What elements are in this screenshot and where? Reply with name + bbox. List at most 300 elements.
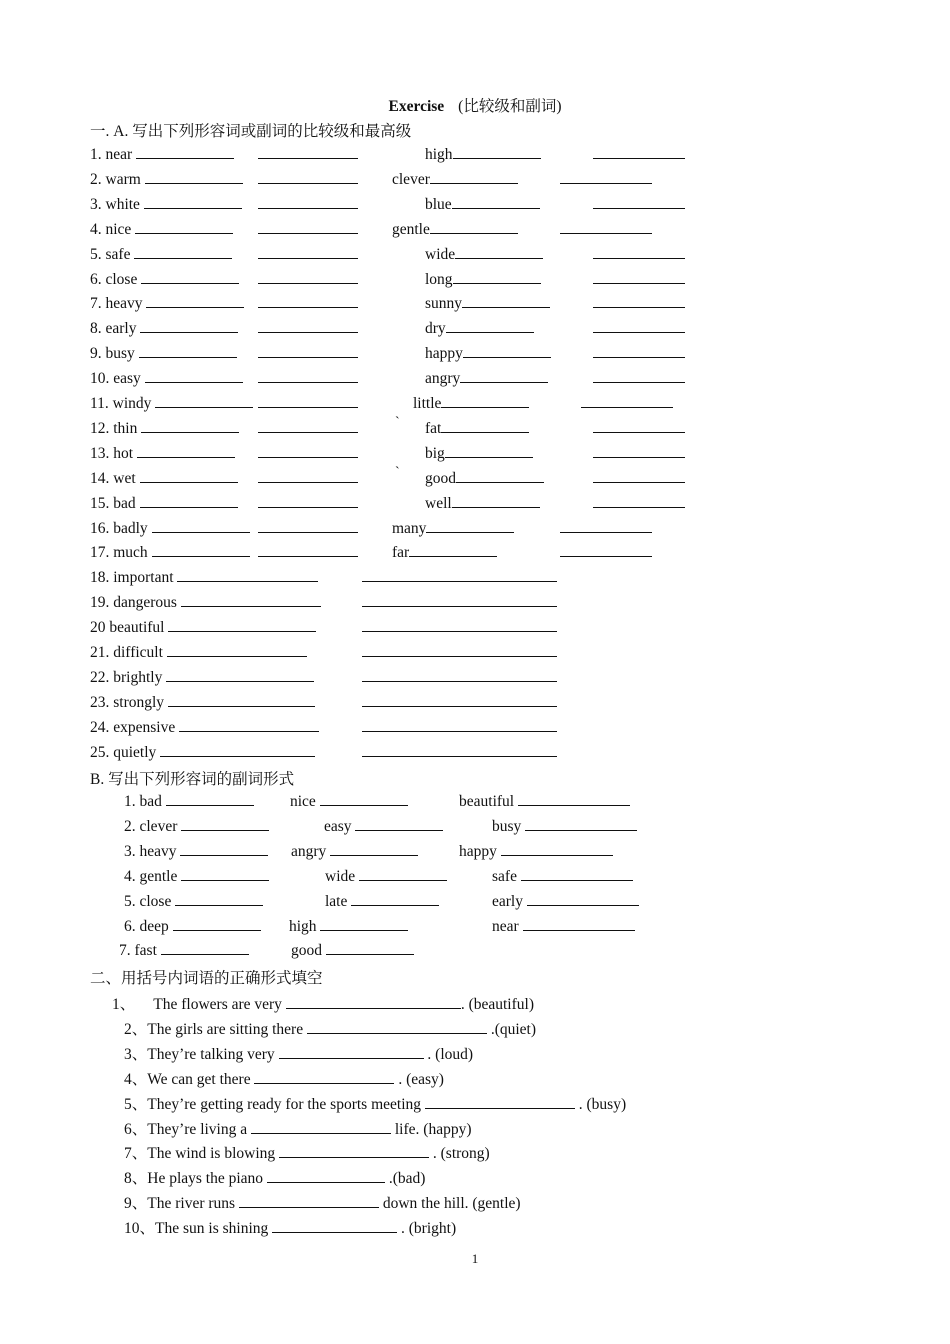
answer-blank[interactable] [593,145,685,159]
answer-blank[interactable] [144,195,242,209]
answer-blank[interactable] [593,270,685,284]
item-text-before: The sun is shining [155,1220,269,1238]
answer-blank[interactable] [456,469,544,483]
exercise-row [90,344,730,366]
answer-blank[interactable] [525,817,637,831]
answer-blank[interactable] [140,319,238,333]
answer-blank[interactable] [166,792,254,806]
section1-heading: 一. A. 写出下列形容词或副词的比较级和最高级 [90,123,412,140]
adjective-word: 1. bad [124,793,162,810]
stray-mark: ` [395,414,400,430]
adjective-word: happy [459,842,497,860]
answer-blank[interactable] [258,270,358,284]
right-superlative-blank-cell [560,519,652,538]
page-title [0,94,950,116]
exercise-row [90,245,730,267]
adverb-item [325,867,447,886]
answer-blank[interactable] [258,444,358,458]
fill-in-item [124,1166,744,1188]
answer-blank[interactable] [179,718,319,732]
item-text-after: . (strong) [429,1145,490,1163]
left-word: 20 beautiful [90,618,316,637]
item-number: 10、 [124,1220,156,1238]
superlative-blank-cell [258,319,358,338]
answer-blank[interactable] [523,917,635,931]
left-word: 25. quietly [90,743,315,762]
superlative-blank-cell [258,519,358,538]
answer-blank[interactable] [258,195,358,209]
answer-blank[interactable] [593,369,685,383]
superlative-blank-cell [258,245,358,264]
answer-blank[interactable] [258,369,358,383]
answer-blank[interactable] [161,941,249,955]
left-word: 21. difficult [90,643,307,662]
superlative-blank-cell [362,668,557,687]
answer-blank[interactable] [168,693,315,707]
exercise-row [90,519,730,541]
item-number: 9、 [124,1195,148,1213]
right-word [425,469,544,488]
right-superlative-blank-cell [593,444,685,463]
exercise-row [90,394,730,416]
right-word-text: clever [392,170,430,188]
right-word-text: fat [425,419,442,437]
right-word-text: many [392,519,427,537]
answer-blank[interactable] [452,195,540,209]
answer-blank[interactable] [430,170,518,184]
right-word-text: little [413,395,442,412]
item-number: 4、 [124,1070,148,1088]
superlative-blank-cell [258,469,358,488]
answer-blank[interactable] [258,145,358,159]
answer-blank[interactable] [258,494,358,508]
adjective-word: wide [325,867,356,885]
superlative-blank-cell [362,643,557,662]
left-word: 11. windy [90,394,253,413]
answer-blank[interactable] [409,543,497,557]
right-word [425,294,550,313]
right-word [392,220,518,239]
adverb-item [124,892,263,911]
item-number: 7、 [124,1145,148,1163]
item-number: 2、 [124,1020,148,1038]
item-number: 3、 [124,1045,148,1063]
adjective-word: 5. close [124,892,172,910]
answer-blank[interactable] [362,743,557,757]
right-superlative-blank-cell [593,270,685,289]
right-word [425,245,543,264]
answer-blank[interactable] [258,245,358,259]
exercise-row [90,170,730,192]
adverb-item [124,867,269,886]
answer-blank[interactable] [355,817,443,831]
answer-blank[interactable] [581,394,673,408]
answer-blank[interactable] [362,593,557,607]
left-word: 23. strongly [90,693,315,712]
adjective-word: safe [492,867,517,885]
answer-blank[interactable] [593,245,685,259]
fill-in-item [124,1092,744,1114]
answer-blank[interactable] [145,170,243,184]
right-superlative-blank-cell [593,294,685,313]
right-word-text: sunny [425,295,463,313]
item-number: 8、 [124,1170,148,1188]
left-word: 18. important [90,568,318,587]
item-text-before: We can get there [147,1070,251,1088]
left-word: 8. early [90,319,238,338]
exercise-row [90,145,730,167]
answer-blank[interactable] [279,1144,429,1158]
answer-blank[interactable] [501,842,613,856]
answer-blank[interactable] [362,693,557,707]
left-word: 5. safe [90,245,232,264]
answer-blank[interactable] [251,1120,391,1134]
adverb-row [0,917,700,939]
superlative-blank-cell [258,195,358,214]
adverb-row [0,867,700,889]
answer-blank[interactable] [141,270,239,284]
answer-blank[interactable] [460,369,548,383]
answer-blank[interactable] [362,568,557,582]
right-word [425,270,541,289]
superlative-blank-cell [258,270,358,289]
answer-blank[interactable] [139,344,237,358]
adverb-item [124,817,269,836]
fill-in-item [124,1216,744,1238]
answer-blank[interactable] [593,344,685,358]
item-text-before: They’re getting ready for the sports meeting [147,1095,422,1113]
adverb-item [291,842,418,861]
answer-blank[interactable] [320,792,408,806]
left-word: 7. heavy [90,294,244,313]
answer-blank[interactable] [258,319,358,333]
left-word: 19. dangerous [90,593,321,612]
answer-blank[interactable] [166,668,313,682]
left-word: 12. thin [90,419,239,438]
right-word-text: happy [425,345,463,363]
answer-blank[interactable] [362,643,557,657]
answer-blank[interactable] [286,995,461,1009]
answer-blank[interactable] [430,220,518,234]
answer-blank[interactable] [181,867,269,881]
answer-blank[interactable] [258,170,358,184]
answer-blank[interactable] [362,618,557,632]
answer-blank[interactable] [134,245,232,259]
answer-blank[interactable] [181,817,269,831]
answer-blank[interactable] [180,842,268,856]
answer-blank[interactable] [359,867,447,881]
answer-blank[interactable] [593,195,685,209]
answer-blank[interactable] [453,145,541,159]
answer-blank[interactable] [362,718,557,732]
item-number: 5、 [124,1095,148,1113]
answer-blank[interactable] [177,568,317,582]
adjective-word: beautiful [459,793,515,810]
answer-blank[interactable] [593,469,685,483]
answer-blank[interactable] [141,419,239,433]
item-number: 6、 [124,1120,148,1138]
adjective-word: angry [291,842,327,860]
superlative-blank-cell [362,743,557,762]
answer-blank[interactable] [168,618,315,632]
answer-blank[interactable] [527,892,639,906]
exercise-row [90,270,730,292]
right-word-text: far [392,544,410,562]
answer-blank[interactable] [167,643,307,657]
adverb-item [459,792,630,811]
left-word: 13. hot [90,444,235,463]
right-word [425,195,540,214]
superlative-blank-cell [258,220,358,239]
answer-blank[interactable] [155,394,253,408]
answer-blank[interactable] [267,1169,385,1183]
superlative-blank-cell [362,568,557,587]
exercise-row [90,319,730,341]
superlative-blank-cell [258,444,358,463]
answer-blank[interactable] [441,394,529,408]
answer-blank[interactable] [140,469,238,483]
adjective-word: 6. deep [124,917,169,935]
right-word [425,419,529,438]
answer-blank[interactable] [258,394,358,408]
answer-blank[interactable] [258,220,358,234]
answer-blank[interactable] [453,270,541,284]
item-text-before: He plays the piano [147,1170,264,1188]
adjective-word: easy [324,817,352,835]
right-word-text: well [425,494,452,512]
right-word-text: blue [425,195,452,213]
right-word-text: wide [425,245,456,263]
answer-blank[interactable] [593,319,685,333]
answer-blank[interactable] [254,1070,394,1084]
answer-blank[interactable] [521,867,633,881]
exercise-row [90,444,730,466]
item-text-after: . (beautiful) [460,996,534,1013]
answer-blank[interactable] [173,917,261,931]
left-word: 15. bad [90,494,238,513]
adjective-word: 3. heavy [124,842,177,860]
answer-blank[interactable] [560,519,652,533]
adverb-item [492,892,639,911]
right-superlative-blank-cell [593,419,685,438]
item-text-before: The wind is blowing [147,1145,276,1163]
answer-blank[interactable] [326,941,414,955]
answer-blank[interactable] [320,917,408,931]
answer-blank[interactable] [258,519,358,533]
answer-blank[interactable] [560,220,652,234]
left-word: 22. brightly [90,668,314,687]
superlative-blank-cell [258,494,358,513]
answer-blank[interactable] [593,444,685,458]
answer-blank[interactable] [560,170,652,184]
item-number: 1、 [112,996,136,1013]
adverb-item [492,917,635,936]
answer-blank[interactable] [441,419,529,433]
adverb-row [0,842,700,864]
exercise-row [90,743,730,765]
item-text-after: .(bad) [384,1170,426,1188]
answer-blank[interactable] [136,145,234,159]
left-word: 1. near [90,145,234,164]
superlative-blank-cell [362,618,557,637]
fill-in-item [112,992,732,1014]
left-word: 3. white [90,195,242,214]
answer-blank[interactable] [145,369,243,383]
sectionB-heading: B. 写出下列形容词的副词形式 [90,771,295,788]
exercise-row [90,718,730,740]
answer-blank[interactable] [593,294,685,308]
right-word-text: good [425,469,456,487]
right-superlative-blank-cell [560,170,652,189]
adverb-item [290,792,408,811]
page-number: 1 [471,1251,479,1266]
item-text-after: . (loud) [423,1045,474,1063]
superlative-blank-cell [362,718,557,737]
answer-blank[interactable] [146,294,244,308]
superlative-blank-cell [258,543,358,562]
right-superlative-blank-cell [560,220,652,239]
right-word [425,145,541,164]
adverb-item [119,941,249,960]
item-text-before: The girls are sitting there [147,1020,304,1038]
adjective-word: 7. fast [119,942,157,960]
answer-blank[interactable] [462,294,550,308]
answer-blank[interactable] [307,1020,487,1034]
section2-heading: 二、用括号内词语的正确形式填空 [90,970,323,987]
answer-blank[interactable] [272,1219,397,1233]
answer-blank[interactable] [152,543,250,557]
answer-blank[interactable] [446,319,534,333]
exercise-row [90,195,730,217]
answer-blank[interactable] [452,494,540,508]
answer-blank[interactable] [175,892,263,906]
answer-blank[interactable] [445,444,533,458]
right-word-text: high [425,146,453,163]
right-word [392,519,514,538]
fill-in-item [124,1042,744,1064]
superlative-blank-cell [258,369,358,388]
adverb-item [324,817,443,836]
adverb-item [492,817,637,836]
left-word: 16. badly [90,519,250,538]
adjective-word: high [289,917,317,935]
exercise-row [90,220,730,242]
answer-blank[interactable] [258,469,358,483]
answer-blank[interactable] [258,294,358,308]
right-superlative-blank-cell [593,469,685,488]
adverb-row [0,817,700,839]
answer-blank[interactable] [463,344,551,358]
item-text-after: down the hill. (gentle) [378,1195,521,1213]
left-word: 17. much [90,543,250,562]
fill-in-item [124,1017,744,1039]
left-word: 24. expensive [90,718,319,737]
answer-blank[interactable] [351,892,439,906]
answer-blank[interactable] [455,245,543,259]
left-word: 10. easy [90,369,243,388]
adverb-row [0,792,700,814]
right-word [392,170,518,189]
exercise-row [90,668,730,690]
answer-blank[interactable] [258,344,358,358]
answer-blank[interactable] [181,593,321,607]
right-word [392,543,497,562]
adverb-item [124,842,268,861]
answer-blank[interactable] [258,543,358,557]
exercise-row [90,568,730,590]
right-word [413,394,529,413]
right-superlative-blank-cell [593,344,685,363]
item-text-after: . (busy) [574,1095,627,1113]
answer-blank[interactable] [258,419,358,433]
right-superlative-blank-cell [560,543,652,562]
answer-blank[interactable] [426,519,514,533]
answer-blank[interactable] [279,1045,424,1059]
answer-blank[interactable] [425,1095,575,1109]
answer-blank[interactable] [160,743,315,757]
right-superlative-blank-cell [593,245,685,264]
adverb-item [325,892,439,911]
adverb-item [291,941,414,960]
answer-blank[interactable] [239,1194,379,1208]
right-word [425,344,551,363]
right-superlative-blank-cell [593,494,685,513]
answer-blank[interactable] [152,519,250,533]
right-word-text: dry [425,320,446,338]
item-text-before: The river runs [147,1195,236,1213]
adjective-word: nice [290,793,316,810]
adverb-item [124,792,254,811]
answer-blank[interactable] [593,494,685,508]
right-superlative-blank-cell [581,394,673,413]
answer-blank[interactable] [518,792,630,806]
superlative-blank-cell [258,394,358,413]
answer-blank[interactable] [593,419,685,433]
answer-blank[interactable] [140,494,238,508]
item-text-before: They’re talking very [147,1045,275,1063]
adverb-row [0,892,700,914]
right-word-text: gentle [392,220,430,238]
answer-blank[interactable] [137,444,235,458]
answer-blank[interactable] [362,668,557,682]
exercise-row [90,414,730,441]
fill-in-item [124,1191,744,1213]
adverb-item [124,917,261,936]
superlative-blank-cell [258,344,358,363]
adverb-item [459,842,613,861]
title-sub: (比较级和副词) [458,98,562,115]
answer-blank[interactable] [560,543,652,557]
adverb-item [289,917,408,936]
fill-in-item [124,1141,744,1163]
superlative-blank-cell [258,170,358,189]
left-word: 2. warm [90,170,243,189]
right-word [425,319,534,338]
adjective-word: near [492,917,519,935]
fill-in-item [124,1117,744,1139]
superlative-blank-cell [258,294,358,313]
right-word-text: long [425,270,453,288]
adjective-word: 4. gentle [124,867,178,885]
superlative-blank-cell [258,145,358,164]
item-text-before: The flowers are very [153,996,282,1013]
answer-blank[interactable] [135,220,233,234]
item-text-after: . (bright) [397,1220,457,1238]
right-superlative-blank-cell [593,195,685,214]
item-text-after: .(quiet) [486,1020,537,1038]
right-word [425,444,533,463]
answer-blank[interactable] [330,842,418,856]
